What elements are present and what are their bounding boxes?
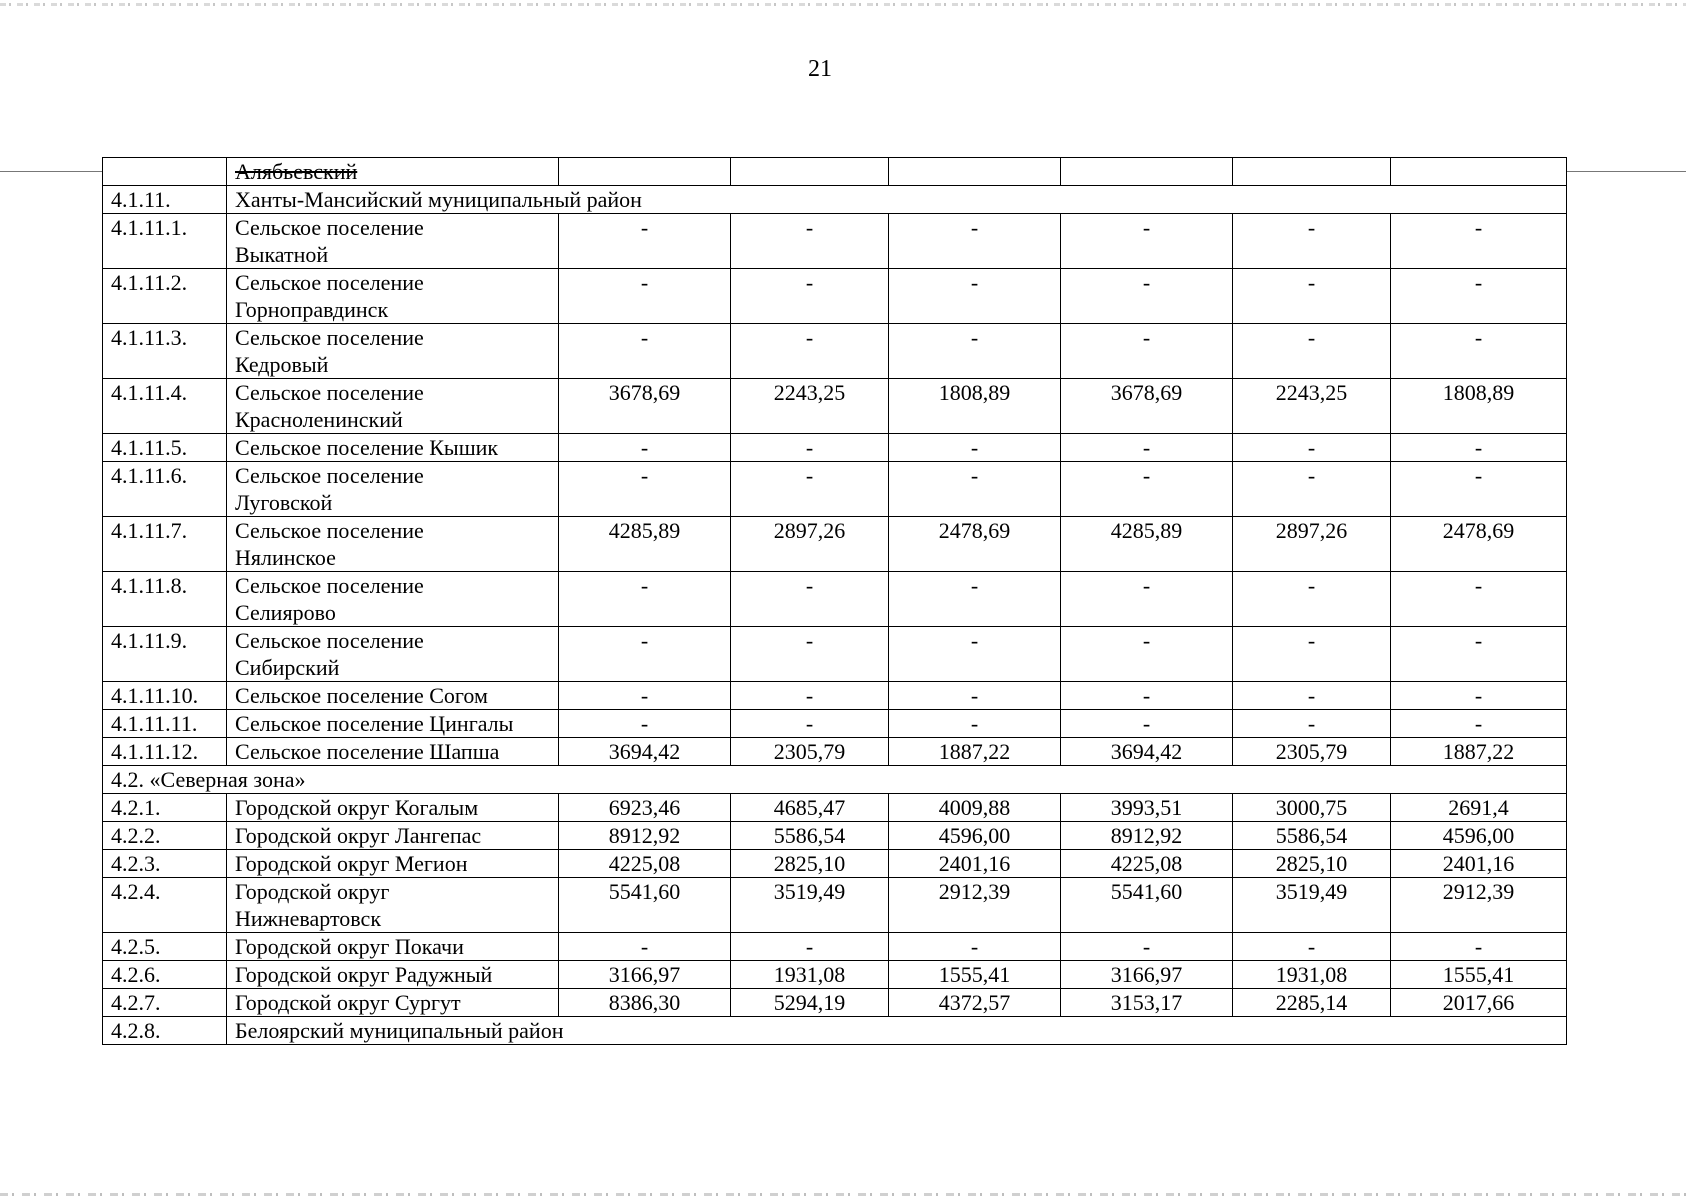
page-rule-left <box>0 171 102 172</box>
row-name-line: Сельское поселение Кышик <box>235 435 499 460</box>
row-name-cell <box>227 434 559 462</box>
scan-edge-top <box>0 3 1686 6</box>
row-code-cell: 4.2.7. <box>103 989 227 1017</box>
row-name-line: Сибирский <box>235 655 340 680</box>
value-cell: - <box>731 269 889 324</box>
value-cell: 5541,60 <box>559 878 731 933</box>
value-cell: - <box>1391 572 1567 627</box>
value-cell: 2825,10 <box>731 850 889 878</box>
value-cell: 5541,60 <box>1061 878 1233 933</box>
row-name-line: Сельское поселение <box>235 518 424 543</box>
value-cell: - <box>1061 710 1233 738</box>
value-cell: 2691,4 <box>1391 794 1567 822</box>
scan-edge-bottom <box>0 1193 1686 1196</box>
value-cell: - <box>559 572 731 627</box>
table-row <box>103 850 1567 878</box>
row-name-line: Сельское поселение Шапша <box>235 739 500 764</box>
row-name-line: Кедровый <box>235 352 329 377</box>
row-name-line: Городской округ Радужный <box>235 962 493 987</box>
value-cell: - <box>1061 214 1233 269</box>
row-code-cell: 4.2.2. <box>103 822 227 850</box>
value-cell: 3519,49 <box>1233 878 1391 933</box>
value-cell: 2478,69 <box>889 517 1061 572</box>
value-cell: 2305,79 <box>1233 738 1391 766</box>
table-body <box>103 158 1567 1045</box>
row-code-cell: 4.1.11.6. <box>103 462 227 517</box>
table-row <box>103 878 1567 933</box>
value-cell: 6923,46 <box>559 794 731 822</box>
value-cell: 8386,30 <box>559 989 731 1017</box>
table-row <box>103 989 1567 1017</box>
zone-heading-cell: 4.2. «Северная зона» <box>103 766 1567 794</box>
value-cell: - <box>1061 933 1233 961</box>
page-number: 21 <box>808 56 832 82</box>
value-cell: 1808,89 <box>1391 379 1567 434</box>
value-cell: - <box>1233 627 1391 682</box>
value-cell: 4596,00 <box>889 822 1061 850</box>
value-cell: 1887,22 <box>889 738 1061 766</box>
value-cell: 1931,08 <box>1233 961 1391 989</box>
row-name-line: Городской округ <box>235 879 390 904</box>
value-cell: - <box>559 214 731 269</box>
value-cell: - <box>1233 214 1391 269</box>
row-name-line: Городской округ Сургут <box>235 990 461 1015</box>
value-cell: 8912,92 <box>1061 822 1233 850</box>
value-cell: - <box>1391 269 1567 324</box>
row-code-cell: 4.1.11.10. <box>103 682 227 710</box>
table-row <box>103 517 1567 572</box>
row-code-cell: 4.2.1. <box>103 794 227 822</box>
value-cell: - <box>731 682 889 710</box>
value-cell: 1931,08 <box>731 961 889 989</box>
value-cell: - <box>1061 269 1233 324</box>
row-name-text: Алябьевский <box>235 159 358 184</box>
value-cell: 2825,10 <box>1233 850 1391 878</box>
value-cell: 4225,08 <box>559 850 731 878</box>
row-name-line: Городской округ Покачи <box>235 934 464 959</box>
row-name-line: Сельское поселение <box>235 628 424 653</box>
table-row <box>103 794 1567 822</box>
value-cell: 4225,08 <box>1061 850 1233 878</box>
value-cell: 3153,17 <box>1061 989 1233 1017</box>
value-cell <box>559 158 731 186</box>
value-cell: - <box>731 627 889 682</box>
value-cell: - <box>1233 572 1391 627</box>
value-cell: - <box>889 572 1061 627</box>
value-cell: - <box>559 710 731 738</box>
value-cell: - <box>889 682 1061 710</box>
value-cell: - <box>1061 572 1233 627</box>
value-cell: 2912,39 <box>889 878 1061 933</box>
row-code-cell: 4.2.4. <box>103 878 227 933</box>
table-row <box>103 214 1567 269</box>
value-cell: - <box>1061 462 1233 517</box>
district-heading-cell: Ханты-Мансийский муниципальный район <box>227 186 1567 214</box>
value-cell: 1808,89 <box>889 379 1061 434</box>
table-row <box>103 324 1567 379</box>
value-cell <box>731 158 889 186</box>
value-cell: 8912,92 <box>559 822 731 850</box>
value-cell: - <box>889 324 1061 379</box>
value-cell: - <box>1233 682 1391 710</box>
value-cell: - <box>559 269 731 324</box>
row-name-cell <box>227 710 559 738</box>
table-row <box>103 710 1567 738</box>
value-cell: 3000,75 <box>1233 794 1391 822</box>
value-cell: 2243,25 <box>1233 379 1391 434</box>
value-cell: 2897,26 <box>731 517 889 572</box>
row-name-line: Горноправдинск <box>235 297 389 322</box>
table-row <box>103 822 1567 850</box>
value-cell: - <box>1233 269 1391 324</box>
value-cell: - <box>559 682 731 710</box>
district-heading-cell: Белоярский муниципальный район <box>227 1017 1567 1045</box>
row-name-cell <box>227 517 559 572</box>
value-cell <box>1233 158 1391 186</box>
value-cell <box>1391 158 1567 186</box>
value-cell: 1887,22 <box>1391 738 1567 766</box>
value-cell <box>889 158 1061 186</box>
value-cell: 3694,42 <box>559 738 731 766</box>
value-cell: - <box>1061 434 1233 462</box>
row-name-line: Сельское поселение <box>235 215 424 240</box>
value-cell: - <box>1233 324 1391 379</box>
row-code-cell: 4.1.11. <box>103 186 227 214</box>
row-name-line: Нялинское <box>235 545 336 570</box>
value-cell: - <box>731 572 889 627</box>
value-cell: - <box>1061 627 1233 682</box>
row-code-cell: 4.1.11.8. <box>103 572 227 627</box>
row-code-cell <box>103 158 227 186</box>
value-cell: - <box>1391 214 1567 269</box>
value-cell: 1555,41 <box>889 961 1061 989</box>
row-name-line: Селиярово <box>235 600 336 625</box>
row-name-cell <box>227 989 559 1017</box>
value-cell: 2017,66 <box>1391 989 1567 1017</box>
row-name-cell <box>227 878 559 933</box>
row-code-cell: 4.1.11.7. <box>103 517 227 572</box>
value-cell: - <box>731 462 889 517</box>
value-cell: 4009,88 <box>889 794 1061 822</box>
table-row <box>103 933 1567 961</box>
table-row <box>103 379 1567 434</box>
value-cell: - <box>1233 933 1391 961</box>
row-name-line: Сельское поселение Согом <box>235 683 488 708</box>
value-cell: 2912,39 <box>1391 878 1567 933</box>
value-cell: - <box>1061 324 1233 379</box>
row-name-cell <box>227 572 559 627</box>
value-cell: 5586,54 <box>1233 822 1391 850</box>
value-cell: 3694,42 <box>1061 738 1233 766</box>
row-code-cell: 4.1.11.3. <box>103 324 227 379</box>
row-name-cell <box>227 462 559 517</box>
value-cell: 5294,19 <box>731 989 889 1017</box>
value-cell: 2401,16 <box>889 850 1061 878</box>
row-name-line: Городской округ Мегион <box>235 851 468 876</box>
row-name-cell <box>227 822 559 850</box>
table-row <box>103 186 1567 214</box>
value-cell: 4285,89 <box>1061 517 1233 572</box>
value-cell: - <box>1233 710 1391 738</box>
value-cell: - <box>889 214 1061 269</box>
value-cell: 2478,69 <box>1391 517 1567 572</box>
value-cell: - <box>1391 627 1567 682</box>
value-cell: - <box>731 933 889 961</box>
table-row <box>103 961 1567 989</box>
row-name-cell <box>227 961 559 989</box>
value-cell: 2401,16 <box>1391 850 1567 878</box>
value-cell: - <box>559 434 731 462</box>
value-cell: 3993,51 <box>1061 794 1233 822</box>
table-row <box>103 738 1567 766</box>
table-row <box>103 627 1567 682</box>
row-name-line: Луговской <box>235 490 333 515</box>
value-cell: - <box>1233 434 1391 462</box>
row-name-line: Красноленинский <box>235 407 403 432</box>
value-cell: 2243,25 <box>731 379 889 434</box>
value-cell: - <box>1391 710 1567 738</box>
value-cell: 4596,00 <box>1391 822 1567 850</box>
row-name-cell <box>227 214 559 269</box>
value-cell: 2285,14 <box>1233 989 1391 1017</box>
row-code-cell: 4.2.3. <box>103 850 227 878</box>
row-code-cell: 4.1.11.9. <box>103 627 227 682</box>
value-cell: 4685,47 <box>731 794 889 822</box>
row-code-cell: 4.1.11.1. <box>103 214 227 269</box>
value-cell: - <box>731 214 889 269</box>
row-name-line: Городской округ Лангепас <box>235 823 482 848</box>
value-cell: - <box>731 434 889 462</box>
value-cell: 4372,57 <box>889 989 1061 1017</box>
row-code-cell: 4.1.11.2. <box>103 269 227 324</box>
value-cell: - <box>1391 434 1567 462</box>
value-cell: - <box>889 462 1061 517</box>
value-cell: 3166,97 <box>559 961 731 989</box>
row-code-cell: 4.2.6. <box>103 961 227 989</box>
value-cell: - <box>1233 462 1391 517</box>
row-name-line: Выкатной <box>235 242 329 267</box>
row-code-cell: 4.2.5. <box>103 933 227 961</box>
row-name-cell <box>227 850 559 878</box>
row-name-cell <box>227 933 559 961</box>
value-cell: - <box>889 627 1061 682</box>
table-row <box>103 269 1567 324</box>
row-name-line: Городской округ Когалым <box>235 795 479 820</box>
value-cell: - <box>1391 933 1567 961</box>
value-cell: 3678,69 <box>559 379 731 434</box>
value-cell: 3166,97 <box>1061 961 1233 989</box>
value-cell: 3678,69 <box>1061 379 1233 434</box>
table-row <box>103 462 1567 517</box>
row-name-cell <box>227 627 559 682</box>
table-row <box>103 766 1567 794</box>
row-name-cell <box>227 794 559 822</box>
table-row <box>103 682 1567 710</box>
value-cell: - <box>1061 682 1233 710</box>
row-code-cell: 4.1.11.11. <box>103 710 227 738</box>
value-cell: - <box>559 462 731 517</box>
value-cell <box>1061 158 1233 186</box>
row-name-line: Сельское поселение <box>235 380 424 405</box>
value-cell: - <box>889 710 1061 738</box>
value-cell: - <box>559 324 731 379</box>
value-cell: - <box>559 627 731 682</box>
table-row <box>103 158 1567 186</box>
row-code-cell: 4.1.11.5. <box>103 434 227 462</box>
row-name-line: Сельское поселение <box>235 270 424 295</box>
value-cell: 2897,26 <box>1233 517 1391 572</box>
row-name-line: Сельское поселение Цингалы <box>235 711 514 736</box>
value-cell: - <box>889 269 1061 324</box>
row-name-cell <box>227 324 559 379</box>
page-rule-right <box>1566 171 1686 172</box>
row-code-cell: 4.1.11.4. <box>103 379 227 434</box>
value-cell: - <box>1391 682 1567 710</box>
row-name-cell <box>227 158 559 186</box>
value-cell: 2305,79 <box>731 738 889 766</box>
row-name-cell <box>227 269 559 324</box>
value-cell: 3519,49 <box>731 878 889 933</box>
value-cell: 4285,89 <box>559 517 731 572</box>
row-name-cell <box>227 379 559 434</box>
value-cell: 5586,54 <box>731 822 889 850</box>
table-row <box>103 1017 1567 1045</box>
row-name-line: Сельское поселение <box>235 573 424 598</box>
table-row <box>103 434 1567 462</box>
row-name-cell <box>227 682 559 710</box>
row-name-line: Нижневартовск <box>235 906 382 931</box>
value-cell: - <box>1391 462 1567 517</box>
row-code-cell: 4.2.8. <box>103 1017 227 1045</box>
value-cell: - <box>731 710 889 738</box>
value-cell: - <box>889 434 1061 462</box>
table-row <box>103 572 1567 627</box>
value-cell: - <box>1391 324 1567 379</box>
value-cell: 1555,41 <box>1391 961 1567 989</box>
row-name-cell <box>227 738 559 766</box>
row-code-cell: 4.1.11.12. <box>103 738 227 766</box>
row-name-line: Сельское поселение <box>235 325 424 350</box>
value-cell: - <box>889 933 1061 961</box>
value-cell: - <box>731 324 889 379</box>
row-name-line: Сельское поселение <box>235 463 424 488</box>
value-cell: - <box>559 933 731 961</box>
tariff-table <box>102 157 1567 1045</box>
